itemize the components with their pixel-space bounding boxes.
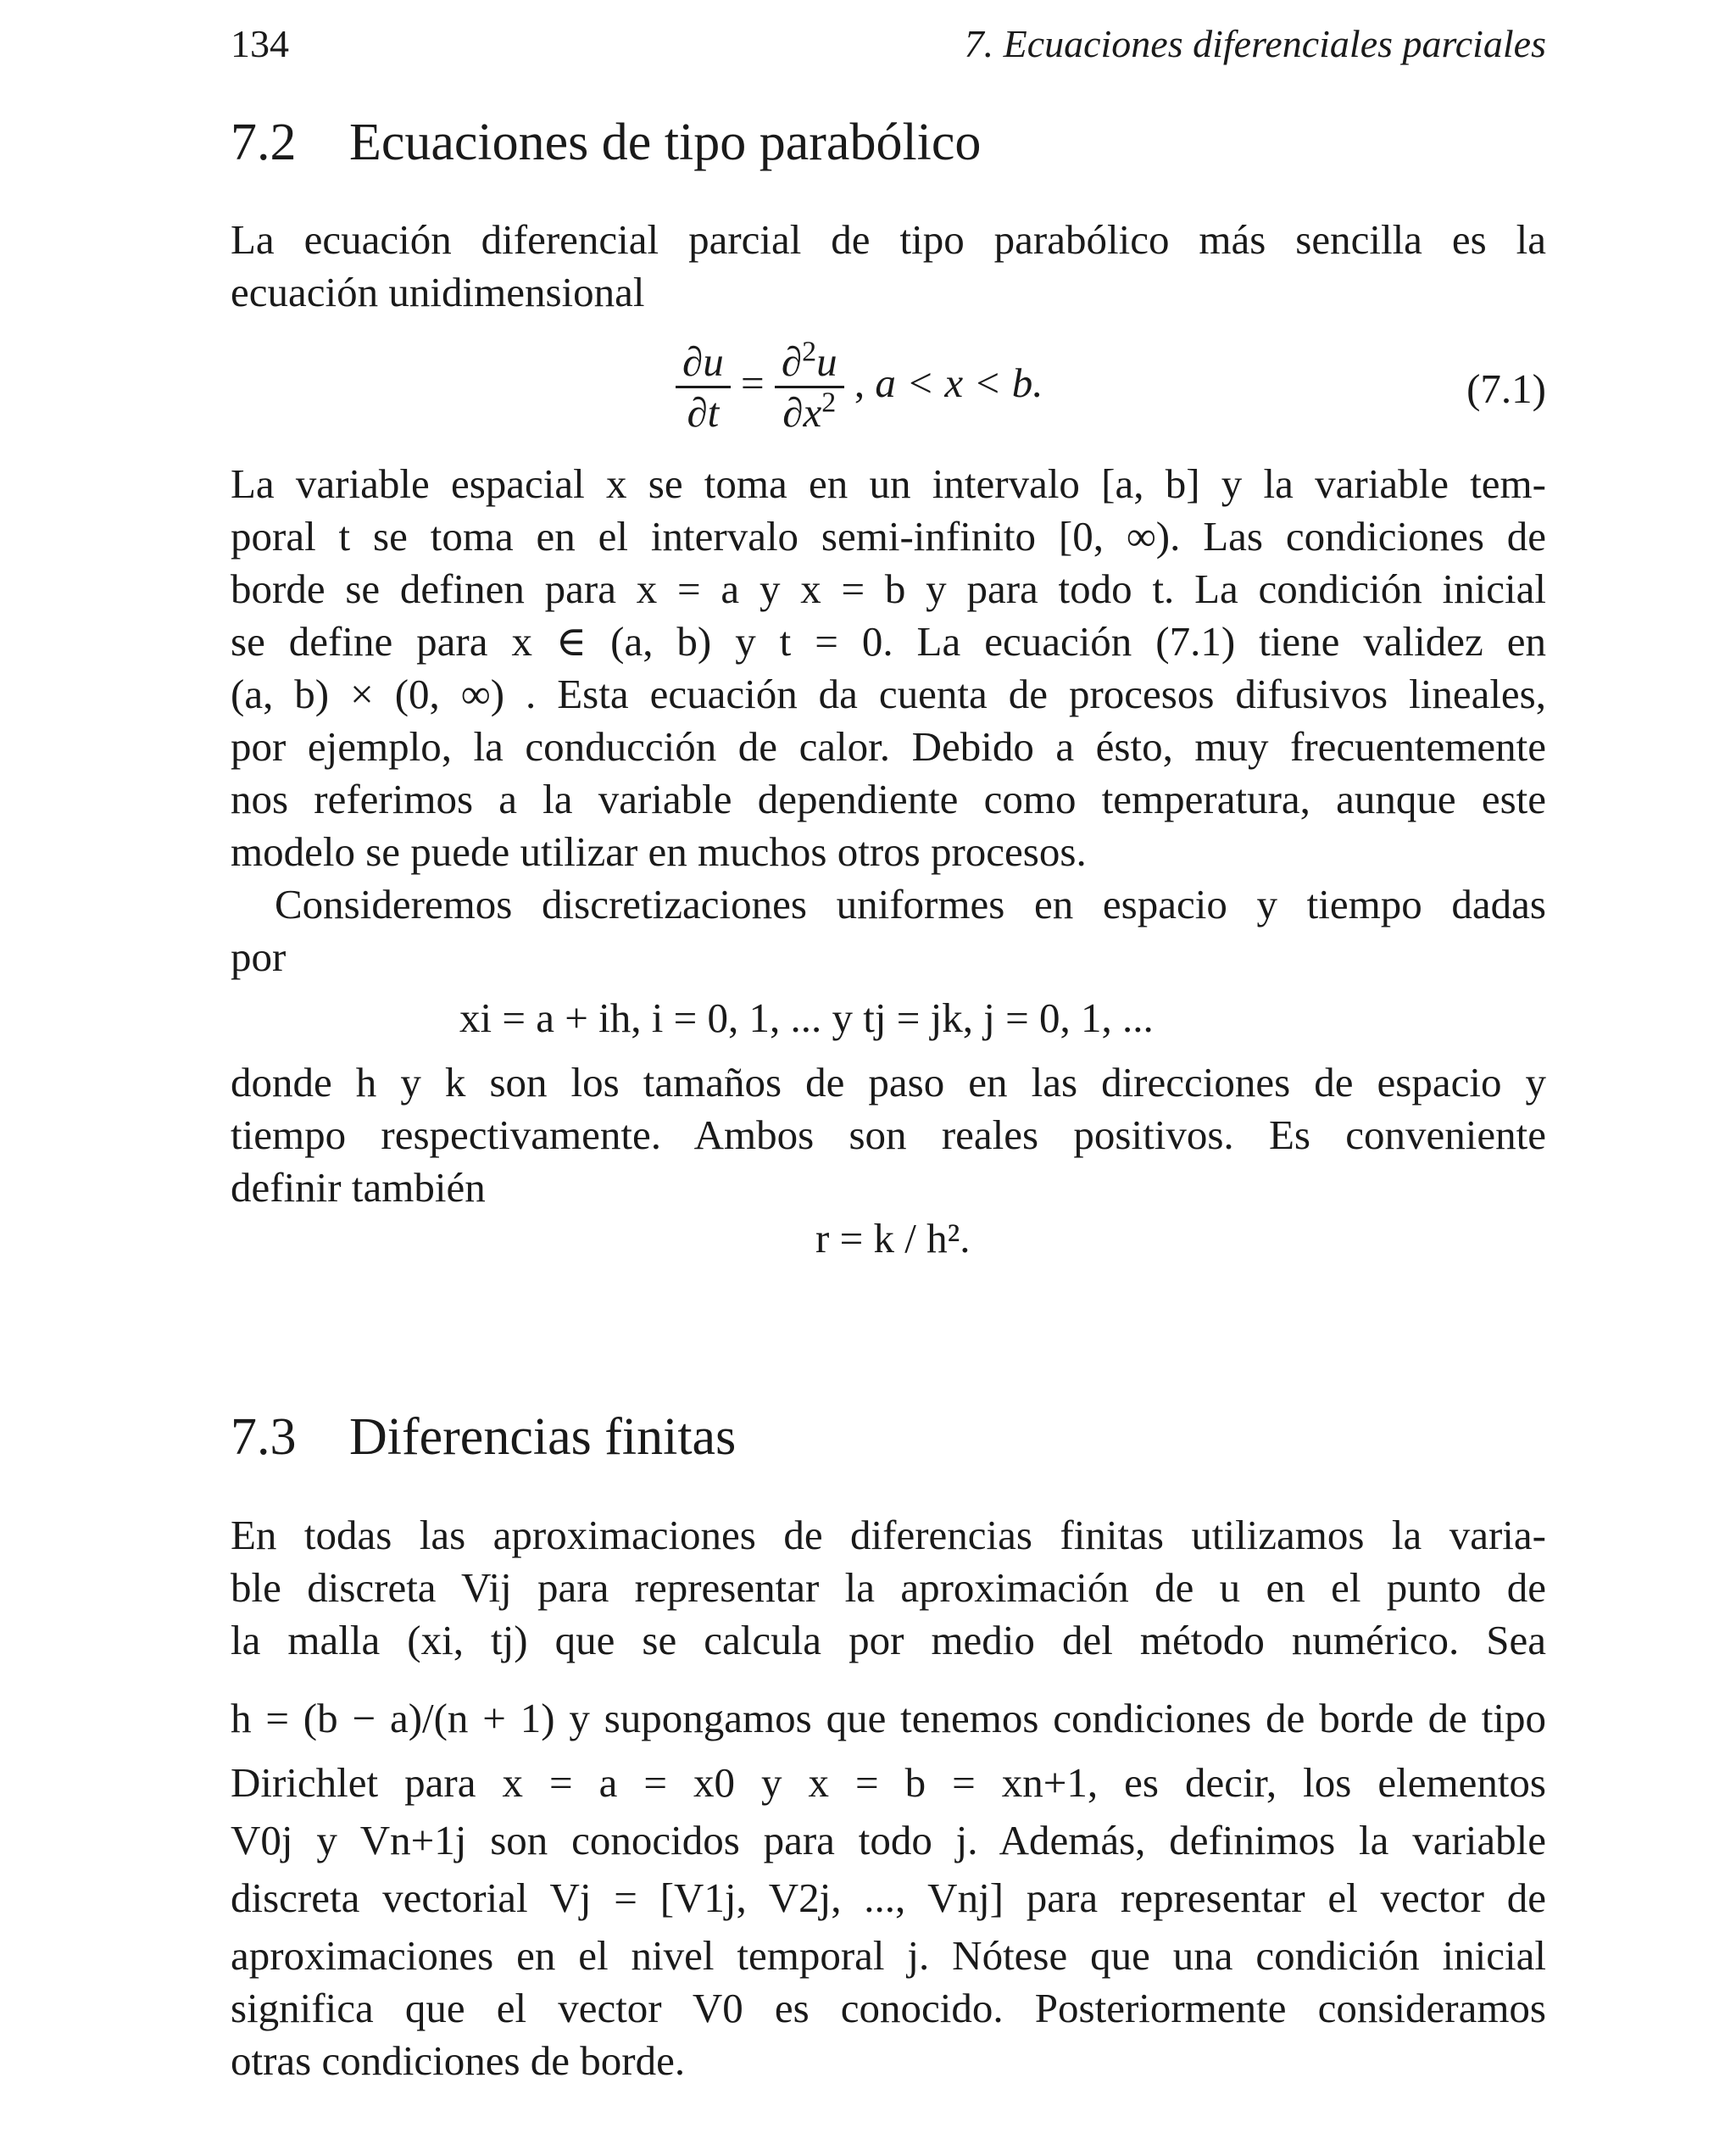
text-line: por ejemplo, la conducción de calor. Debido a ésto, muy frecuentemente xyxy=(231,723,1546,770)
text-line: se define para x ∈ (a, b) y t = 0. La ecuación (7.1) tiene validez en xyxy=(231,618,1546,665)
running-title: 7. Ecuaciones diferenciales parciales xyxy=(964,22,1546,65)
equation-condition: a < x < b. xyxy=(875,359,1043,406)
text-line: significa que el vector V0 es conocido. Posteriormente consideramos xyxy=(231,1985,1546,2031)
text-line: tiempo respectivamente. Ambos son reales positivos. Es conveniente xyxy=(231,1111,1546,1158)
discretization-equation: xi = a + ih, i = 0, 1, ... y tj = jk, j = 0, 1, ... xyxy=(459,994,1154,1041)
text-line: La variable espacial x se toma en un intervalo [a, b] y la variable tem- xyxy=(231,460,1546,507)
text-line: borde se definen para x = a y x = b y para todo t. La condición inicial xyxy=(231,565,1546,612)
text-line: nos referimos a la variable dependiente como temperatura, aunque este xyxy=(231,776,1546,822)
text-line: donde h y k son los tamaños de paso en las direcciones de espacio y xyxy=(231,1059,1546,1106)
fraction: $\frac{\partial u}{\partial t}$ xyxy=(676,337,731,437)
section-number: 7.3 xyxy=(231,1408,297,1466)
text-line: otras condiciones de borde. xyxy=(231,2037,686,2084)
section-heading-7-2 xyxy=(231,109,981,176)
text-line: por xyxy=(231,933,287,980)
text-line: En todas las aproximaciones de diferencias finitas utilizamos la varia- xyxy=(231,1512,1546,1558)
text-line: Dirichlet para x = a = x0 y x = b = xn+1, es decir, los elementos xyxy=(231,1759,1546,1806)
text-line: Consideremos discretizaciones uniformes en espacio y tiempo dadas xyxy=(275,881,1546,927)
section-title: Diferencias finitas xyxy=(349,1408,737,1466)
text-line: ble discreta Vij para representar la aproximación de u en el punto de xyxy=(231,1564,1546,1611)
page-number: 134 xyxy=(231,22,289,65)
text-line: ecuación unidimensional xyxy=(231,269,645,315)
page-header xyxy=(231,19,1546,70)
text-line: La ecuación diferencial parcial de tipo parabólico más sencilla es la xyxy=(231,216,1546,263)
text-line: aproximaciones en el nivel temporal j. Nótese que una condición inicial xyxy=(231,1932,1546,1979)
text-line: modelo se puede utilizar en muchos otros procesos. xyxy=(231,828,1087,875)
text-line: poral t se toma en el intervalo semi-infinito [0, ∞). Las condiciones de xyxy=(231,513,1546,560)
equation-number: (7.1) xyxy=(1466,365,1546,412)
text-line: V0j y Vn+1j son conocidos para todo j. Además, definimos la variable xyxy=(231,1817,1546,1863)
text-line: la malla (xi, tj) que se calcula por medio del método numérico. Sea xyxy=(231,1617,1546,1663)
section-title: Ecuaciones de tipo parabólico xyxy=(349,114,982,171)
text-line: h = (b − a)/(n + 1) y supongamos que tenemos condiciones de borde de tipo xyxy=(231,1695,1546,1741)
text-line: (a, b) × (0, ∞) . Esta ecuación da cuenta de procesos difusivos lineales, xyxy=(231,671,1546,717)
section-number: 7.2 xyxy=(231,114,297,171)
equation-7-1: $\frac{\partial u}{\partial t}$ = $\frac{\partial^2u}{\partial x^2}$ , a < x < b. xyxy=(676,337,1043,437)
text-line: discreta vectorial Vj = [V1j, V2j, ..., Vnj] para representar el vector de xyxy=(231,1874,1546,1921)
section-heading-7-3 xyxy=(231,1403,736,1471)
text-line: definir también xyxy=(231,1164,486,1211)
r-definition: r = k / h². xyxy=(815,1215,971,1262)
fraction: $\frac{\partial^2u}{\partial x^2}$ xyxy=(775,337,844,437)
